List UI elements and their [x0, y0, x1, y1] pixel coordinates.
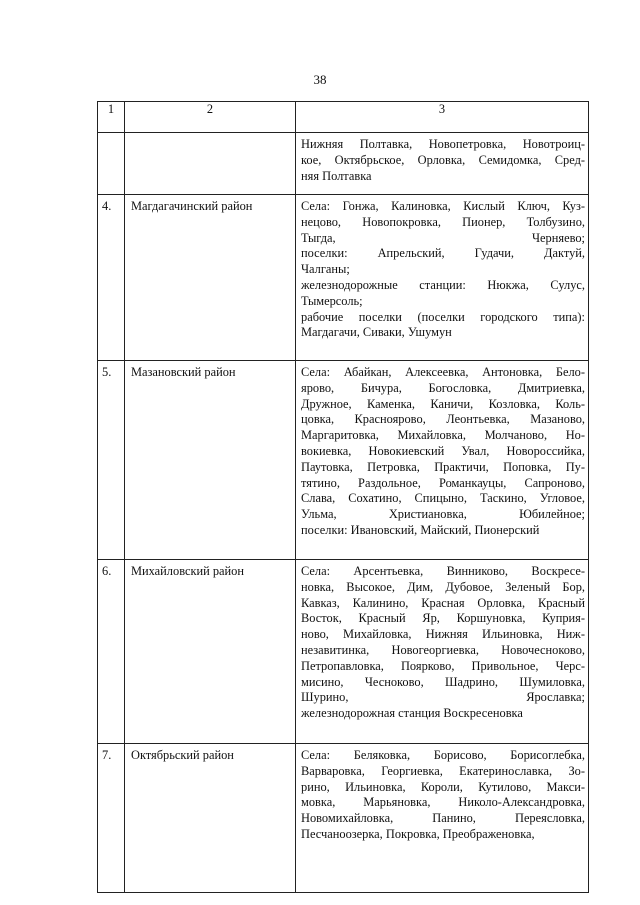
settlement-line: Тымерсоль; — [301, 293, 363, 308]
district-name: Октябрьский район — [125, 744, 296, 893]
settlement-line: Песчаноозерка, Покровка, Преображеновка, — [301, 826, 535, 841]
settlement-line: цовка, Краснояровo, Леонтьевка, Мазаново, — [301, 412, 585, 427]
header-row — [98, 102, 589, 133]
settlement-line: вокиевка, Новокиевский Увал, Новороссийка, — [301, 443, 585, 458]
continuation-number-cell — [98, 133, 125, 195]
settlement-line: Магдагачи, Сиваки, Ушумун — [301, 325, 452, 340]
district-name: Михайловский район — [125, 560, 296, 744]
settlement-line: Слава, Сохатино, Спицыно, Таскино, Угловое, — [301, 491, 585, 506]
continuation-line: кое, Октябрьское, Орловка, Семидомка, Сред- — [301, 152, 585, 167]
settlement-line: Кавказ, Калинино, Красная Орловка, Красный — [301, 595, 585, 610]
district-row — [98, 744, 589, 893]
settlement-line: нецово, Новопокровка, Пионер, Толбузино, — [301, 214, 585, 229]
header-col-3: 3 — [296, 102, 589, 133]
settlement-line: Села: Абайкан, Алексеевка, Антоновка, Бело- — [301, 365, 585, 379]
settlement-line: Шурино, Ярославка; — [301, 690, 585, 705]
district-row — [98, 361, 589, 560]
continuation-district-cell — [125, 133, 296, 195]
row-number: 6. — [98, 560, 125, 744]
settlements-list — [296, 744, 589, 893]
settlement-line: поселки: Апрельский, Гудачи, Дактуй, — [301, 246, 585, 261]
settlement-line: Маргаритовка, Михайловка, Молчаново, Но- — [301, 428, 585, 443]
settlement-line: Чалганы; — [301, 262, 350, 277]
row-number: 7. — [98, 744, 125, 893]
continuation-settlements-cell — [296, 133, 589, 195]
settlement-line: железнодорожная станция Воскресеновка — [301, 706, 523, 721]
settlement-line: Петропавловка, Поярково, Привольное, Черс- — [301, 658, 585, 673]
row-number: 4. — [98, 195, 125, 361]
header-col-1: 1 — [98, 102, 125, 133]
settlement-line: рино, Ильиновка, Короли, Кутилово, Макси- — [301, 779, 585, 794]
settlement-line: ярово, Бичура, Богословка, Дмитриевка, — [301, 380, 585, 395]
settlements-list — [296, 361, 589, 560]
settlement-line: Новомихайловка, Панино, Переясловка, — [301, 811, 585, 826]
row-number: 5. — [98, 361, 125, 560]
settlement-line: незавитинка, Новогеоргиевка, Новочесноково, — [301, 642, 585, 657]
settlement-line: Варваровка, Георгиевка, Екатеринославка, Зо- — [301, 763, 585, 778]
settlement-line: Села: Арсентьевка, Винниково, Воскресе- — [301, 564, 585, 578]
settlement-line: Ульма, Христиановка, Юбилейное; — [301, 507, 585, 522]
settlement-line: тятино, Раздольное, Романкауцы, Сапроново, — [301, 475, 585, 490]
settlement-line: ново, Михайловка, Нижняя Ильиновка, Ниж- — [301, 627, 585, 642]
settlements-list — [296, 560, 589, 744]
continuation-line: Нижняя Полтавка, Новопетровка, Новотроиц- — [301, 137, 585, 151]
settlement-line: поселки: Ивановский, Майский, Пионерский — [301, 522, 540, 537]
settlement-line: мовка, Марьяновка, Николо-Александровка, — [301, 795, 585, 810]
settlement-line: Села: Беляковка, Борисово, Борисоглебка, — [301, 748, 585, 762]
settlement-line: железнодорожные станции: Нюкжа, Сулус, — [301, 277, 585, 292]
continuation-row — [98, 133, 589, 195]
district-name: Мазановский район — [125, 361, 296, 560]
district-row — [98, 560, 589, 744]
page-number: 38 — [313, 72, 327, 87]
settlement-line: Села: Гонжа, Калиновка, Кислый Ключ, Куз- — [301, 199, 585, 213]
header-col-2: 2 — [125, 102, 296, 133]
settlement-line: новка, Высокое, Дим, Дубовое, Зеленый Бор, — [301, 579, 585, 594]
settlement-line: Восток, Красный Яр, Коршуновка, Куприя- — [301, 611, 585, 626]
settlement-line: Дружное, Каменка, Каничи, Козловка, Коль- — [301, 396, 585, 411]
settlements-table — [97, 101, 589, 893]
settlement-line: мисино, Чесноково, Шадрино, Шумиловка, — [301, 674, 585, 689]
settlements-list — [296, 195, 589, 361]
settlement-line: Паутовка, Петровка, Практичи, Поповка, Пу- — [301, 459, 585, 474]
settlement-line: рабочие поселки (поселки городского типа): — [301, 309, 585, 324]
settlement-line: Тыгда, Черняево; — [301, 230, 585, 245]
district-row — [98, 195, 589, 361]
continuation-line: няя Полтавка — [301, 168, 372, 183]
district-name: Магдагачинский район — [125, 195, 296, 361]
